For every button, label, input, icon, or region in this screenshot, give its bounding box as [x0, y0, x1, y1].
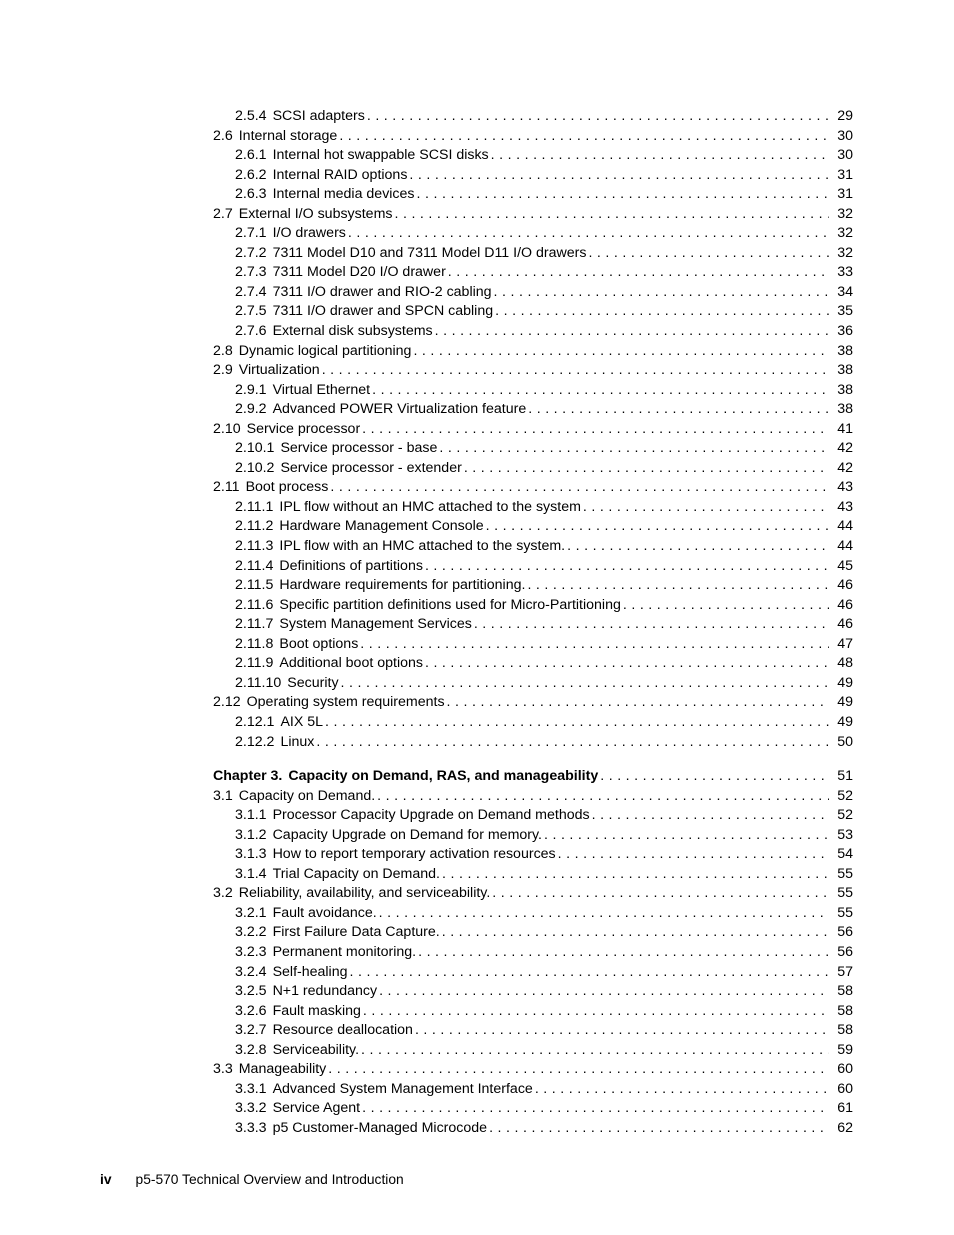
- dot-leader: [583, 498, 829, 518]
- toc-entry-number: 2.6.2: [235, 166, 267, 183]
- toc-entry-page: 55: [837, 865, 853, 882]
- toc-entry-page: 36: [837, 323, 853, 340]
- toc-entry-title: Service Agent: [272, 1100, 361, 1117]
- toc-entry-title: Internal storage: [238, 127, 338, 144]
- toc-entry[interactable]: [213, 635, 853, 655]
- toc-entry-number: 2.11.4: [235, 557, 274, 574]
- dot-leader: [415, 1021, 829, 1041]
- toc-entry-page: 42: [837, 459, 853, 476]
- toc-entry-title: Boot options: [279, 635, 359, 652]
- toc-entry[interactable]: [213, 982, 853, 1002]
- toc-entry-number: 3.1.4: [235, 865, 267, 882]
- toc-entry-page: 32: [837, 244, 853, 261]
- dot-leader: [425, 654, 829, 674]
- dot-leader: [360, 635, 829, 655]
- toc-entry-number: 3.2.7: [235, 1022, 267, 1039]
- toc-entry-page: 38: [837, 401, 853, 418]
- toc-entry[interactable]: [213, 1060, 853, 1080]
- toc-entry-number: 2.10: [213, 420, 241, 437]
- toc-entry[interactable]: [213, 693, 853, 713]
- toc-entry[interactable]: [213, 322, 853, 342]
- toc-entry-title: IPL flow with an HMC attached to the system.: [279, 538, 566, 555]
- toc-entry[interactable]: [213, 166, 853, 186]
- toc-entry-number: 2.11.1: [235, 498, 274, 515]
- toc-entry-title: SCSI adapters: [272, 108, 365, 124]
- toc-entry[interactable]: [213, 733, 853, 753]
- toc-entry-page: 46: [837, 596, 853, 613]
- toc-entry-title: Specific partition definitions used for Micro-Partitioning: [279, 596, 621, 613]
- toc-entry-title: Service processor - base: [280, 440, 438, 457]
- dot-leader: [417, 185, 829, 205]
- toc-entry-number: 3.2.5: [235, 983, 267, 1000]
- toc-entry-page: 49: [837, 694, 853, 711]
- dot-leader: [377, 787, 829, 807]
- dot-leader: [362, 420, 829, 440]
- toc-entry-number: 3.3: [213, 1061, 233, 1078]
- toc-entry-title: 7311 I/O drawer and SPCN cabling: [272, 303, 494, 320]
- toc-entry-page: 45: [837, 557, 853, 574]
- toc-entry-page: 41: [837, 420, 853, 437]
- toc-entry-number: 2.12.1: [235, 713, 275, 730]
- dot-leader: [350, 963, 830, 983]
- toc-entry[interactable]: [213, 923, 853, 943]
- toc-entry-title: Processor Capacity Upgrade on Demand methods: [272, 807, 590, 824]
- toc-entry-page: 55: [837, 885, 853, 902]
- toc-entry-page: 51: [837, 768, 853, 785]
- toc-entry[interactable]: [213, 787, 853, 807]
- dot-leader: [339, 127, 829, 147]
- toc-entry-number: 3.2: [213, 885, 233, 902]
- toc-entry[interactable]: [213, 224, 853, 244]
- toc-entry-number: 3.2.2: [235, 924, 267, 941]
- toc-entry[interactable]: [213, 1119, 853, 1139]
- toc-entry[interactable]: [213, 127, 853, 147]
- toc-entry[interactable]: [213, 361, 853, 381]
- toc-entry-page: 31: [837, 186, 853, 203]
- dot-leader: [379, 904, 829, 924]
- dot-leader: [544, 826, 829, 846]
- dot-leader: [492, 884, 829, 904]
- dot-leader: [567, 537, 829, 557]
- toc-entry-title: 7311 Model D20 I/O drawer: [272, 264, 446, 281]
- toc-entry[interactable]: [213, 596, 853, 616]
- toc-entry-number: 3.1: [213, 787, 233, 804]
- toc-entry-page: 53: [837, 826, 853, 843]
- dot-leader: [489, 1119, 829, 1139]
- toc-entry-title: Service processor: [246, 420, 361, 437]
- toc-entry-number: 3.2.3: [235, 943, 267, 960]
- dot-leader: [413, 342, 829, 362]
- toc-entry-number: 3.2.1: [235, 904, 267, 921]
- toc-entry-number: 2.12.2: [235, 733, 275, 750]
- dot-leader: [474, 615, 829, 635]
- toc-entry[interactable]: [213, 478, 853, 498]
- toc-entry-number: 2.11.10: [235, 674, 282, 691]
- toc-entry[interactable]: [213, 943, 853, 963]
- toc-entry-title: 7311 Model D10 and 7311 Model D11 I/O drawers: [272, 244, 587, 261]
- toc-entry-page: 31: [837, 166, 853, 183]
- toc-entry-title: Self-healing: [272, 963, 348, 980]
- toc-entry-page: 47: [837, 635, 853, 652]
- toc-entry-page: 54: [837, 846, 853, 863]
- toc-entry-page: 43: [837, 498, 853, 515]
- toc-entry-title: Internal RAID options: [272, 166, 408, 183]
- toc-entry-number: 2.9.2: [235, 401, 267, 418]
- toc-entry-number: 2.7: [213, 205, 233, 222]
- toc-entry-title: External disk subsystems: [272, 323, 433, 340]
- toc-entry-page: 29: [837, 108, 853, 124]
- toc-entry-number: Chapter 3.: [213, 768, 283, 785]
- toc-entry-title: p5 Customer-Managed Microcode: [272, 1119, 488, 1136]
- toc-entry[interactable]: [213, 1021, 853, 1041]
- toc-entry-number: 2.7.2: [235, 244, 267, 261]
- toc-entry-page: 44: [837, 538, 853, 555]
- toc-entry-page: 38: [837, 381, 853, 398]
- toc-entry-title: Capacity on Demand.: [238, 787, 376, 804]
- toc-entry-title: Additional boot options: [279, 655, 423, 672]
- dot-leader: [528, 400, 829, 420]
- dot-leader: [363, 1002, 829, 1022]
- toc-entry[interactable]: [213, 845, 853, 865]
- dot-leader: [330, 478, 829, 498]
- toc-entry-title: Internal media devices: [272, 186, 415, 203]
- toc-entry-title: Serviceability.: [272, 1041, 360, 1058]
- toc-entry-page: 60: [837, 1061, 853, 1078]
- dot-leader: [558, 845, 829, 865]
- dot-leader: [367, 107, 829, 127]
- dot-leader: [495, 302, 829, 322]
- toc-entry-number: 3.3.3: [235, 1119, 267, 1136]
- dot-leader: [588, 244, 829, 264]
- toc-entry-page: 61: [837, 1100, 853, 1117]
- toc-entry-page: 33: [837, 264, 853, 281]
- toc-entry-title: IPL flow without an HMC attached to the system: [279, 498, 581, 515]
- dot-leader: [435, 322, 829, 342]
- toc-entry-title: Trial Capacity on Demand.: [272, 865, 440, 882]
- toc-entry-title: Virtualization: [238, 362, 320, 379]
- dot-leader: [328, 1060, 829, 1080]
- toc-entry-number: 2.7.3: [235, 264, 267, 281]
- toc-entry-number: 2.6.3: [235, 186, 267, 203]
- dot-leader: [372, 381, 829, 401]
- footer-page-number: iv: [100, 1172, 112, 1187]
- dot-leader: [425, 557, 829, 577]
- toc-entry-page: 30: [837, 147, 853, 164]
- toc-entry-number: 2.11.9: [235, 655, 274, 672]
- toc-entry-page: 49: [837, 713, 853, 730]
- page-footer: [100, 1172, 404, 1187]
- toc-entry-title: Fault avoidance.: [272, 904, 377, 921]
- toc-entry-page: 38: [837, 342, 853, 359]
- toc-entry[interactable]: [213, 439, 853, 459]
- table-of-contents: [213, 107, 853, 1138]
- toc-entry-title: Virtual Ethernet: [272, 381, 371, 398]
- toc-entry[interactable]: [213, 713, 853, 733]
- toc-entry-page: 44: [837, 518, 853, 535]
- dot-leader: [592, 806, 829, 826]
- toc-entry[interactable]: [213, 342, 853, 362]
- toc-entry-page: 57: [837, 963, 853, 980]
- toc-entry-page: 58: [837, 1002, 853, 1019]
- toc-entry-title: N+1 redundancy: [272, 983, 378, 1000]
- toc-entry-number: 2.10.1: [235, 440, 275, 457]
- toc-entry-page: 52: [837, 807, 853, 824]
- toc-entry-title: First Failure Data Capture.: [272, 924, 440, 941]
- toc-entry[interactable]: [213, 615, 853, 635]
- toc-entry[interactable]: [213, 576, 853, 596]
- toc-entry[interactable]: [213, 904, 853, 924]
- toc-entry-page: 55: [837, 904, 853, 921]
- dot-leader: [486, 517, 829, 537]
- dot-leader: [409, 166, 829, 186]
- toc-entry-title: Permanent monitoring.: [272, 943, 417, 960]
- toc-entry-number: 2.7.4: [235, 283, 267, 300]
- toc-entry-number: 2.11.6: [235, 596, 274, 613]
- toc-entry-page: 38: [837, 362, 853, 379]
- toc-entry-number: 2.6: [213, 127, 233, 144]
- dot-leader: [418, 943, 829, 963]
- toc-entry[interactable]: [213, 146, 853, 166]
- toc-entry-title: Service processor - extender: [280, 459, 462, 476]
- toc-entry-page: 62: [837, 1119, 853, 1136]
- toc-entry[interactable]: [213, 963, 853, 983]
- dot-leader: [448, 263, 829, 283]
- toc-entry-number: 2.7.5: [235, 303, 267, 320]
- toc-entry-number: 2.8: [213, 342, 233, 359]
- toc-entry[interactable]: [213, 826, 853, 846]
- toc-entry-page: 49: [837, 674, 853, 691]
- toc-entry[interactable]: [213, 806, 853, 826]
- toc-entry[interactable]: [213, 381, 853, 401]
- toc-entry-title: Linux: [280, 733, 315, 750]
- toc-entry-page: 50: [837, 733, 853, 750]
- toc-entry-number: 2.9: [213, 362, 233, 379]
- toc-entry-title: Definitions of partitions: [279, 557, 423, 574]
- dot-leader: [491, 146, 829, 166]
- toc-entry[interactable]: [213, 1099, 853, 1119]
- toc-entry-number: 2.11.7: [235, 616, 274, 633]
- toc-entry-page: 48: [837, 655, 853, 672]
- toc-entry-page: 60: [837, 1080, 853, 1097]
- toc-entry-title: Resource deallocation: [272, 1022, 413, 1039]
- toc-entry[interactable]: [213, 498, 853, 518]
- toc-entry-number: 2.6.1: [235, 147, 267, 164]
- toc-entry-number: 2.9.1: [235, 381, 267, 398]
- toc-entry-page: 46: [837, 616, 853, 633]
- dot-leader: [494, 283, 829, 303]
- toc-entry-title: 7311 I/O drawer and RIO-2 cabling: [272, 283, 492, 300]
- toc-entry-title: Advanced POWER Virtualization feature: [272, 401, 527, 418]
- toc-entry-page: 56: [837, 943, 853, 960]
- toc-entry[interactable]: [213, 537, 853, 557]
- toc-entry-number: 2.10.2: [235, 459, 275, 476]
- dot-leader: [394, 205, 829, 225]
- toc-entry[interactable]: [213, 557, 853, 577]
- toc-entry-title: Hardware Management Console: [279, 518, 484, 535]
- toc-entry-number: 2.11.5: [235, 577, 274, 594]
- toc-entry-page: 43: [837, 479, 853, 496]
- toc-entry-title: External I/O subsystems: [238, 205, 393, 222]
- toc-entry-page: 34: [837, 283, 853, 300]
- footer-book-title: p5-570 Technical Overview and Introduction: [135, 1172, 404, 1187]
- toc-entry[interactable]: [213, 517, 853, 537]
- toc-entry[interactable]: [213, 884, 853, 904]
- toc-entry-number: 2.11.8: [235, 635, 274, 652]
- toc-entry-page: 30: [837, 127, 853, 144]
- toc-entry[interactable]: [213, 420, 853, 440]
- dot-leader: [439, 439, 829, 459]
- toc-entry-page: 32: [837, 225, 853, 242]
- toc-entry[interactable]: [213, 263, 853, 283]
- toc-entry-title: Reliability, availability, and serviceability.: [238, 885, 491, 902]
- toc-entry[interactable]: [213, 205, 853, 225]
- toc-entry-number: 3.2.8: [235, 1041, 267, 1058]
- toc-entry-number: 3.3.2: [235, 1100, 267, 1117]
- toc-entry-page: 46: [837, 577, 853, 594]
- toc-entry-number: 2.12: [213, 694, 241, 711]
- toc-entry-page: 35: [837, 303, 853, 320]
- toc-entry-title: Dynamic logical partitioning: [238, 342, 412, 359]
- toc-entry-title: Boot process: [245, 479, 329, 496]
- dot-leader: [322, 361, 829, 381]
- toc-entry-number: 3.1.2: [235, 826, 267, 843]
- toc-entry-title: Security: [287, 674, 339, 691]
- toc-entry-page: 59: [837, 1041, 853, 1058]
- toc-chapter-entry[interactable]: [213, 767, 853, 787]
- toc-entry-page: 58: [837, 1022, 853, 1039]
- toc-entry[interactable]: [213, 1002, 853, 1022]
- dot-leader: [535, 1080, 829, 1100]
- dot-leader: [464, 459, 829, 479]
- toc-entry[interactable]: [213, 185, 853, 205]
- toc-entry-page: 42: [837, 440, 853, 457]
- dot-leader: [348, 224, 829, 244]
- toc-entry[interactable]: [213, 674, 853, 694]
- dot-leader: [362, 1099, 829, 1119]
- toc-entry[interactable]: [213, 283, 853, 303]
- toc-entry-title: I/O drawers: [272, 225, 346, 242]
- toc-entry-number: 2.11: [213, 479, 240, 496]
- dot-leader: [325, 713, 829, 733]
- toc-entry-page: 56: [837, 924, 853, 941]
- toc-entry-number: 3.2.4: [235, 963, 267, 980]
- toc-entry-page: 32: [837, 205, 853, 222]
- toc-entry-title: System Management Services: [279, 616, 472, 633]
- dot-leader: [623, 596, 829, 616]
- dot-leader: [442, 865, 829, 885]
- toc-entry-number: 3.1.1: [235, 807, 267, 824]
- toc-entry-title: Capacity Upgrade on Demand for memory.: [272, 826, 542, 843]
- toc-entry[interactable]: [213, 654, 853, 674]
- toc-entry-number: 2.11.2: [235, 518, 274, 535]
- toc-entry-title: Hardware requirements for partitioning.: [279, 577, 526, 594]
- toc-entry-title: Manageability: [238, 1061, 327, 1078]
- toc-entry-number: 2.5.4: [235, 108, 267, 124]
- toc-entry[interactable]: [213, 865, 853, 885]
- toc-entry[interactable]: [213, 1080, 853, 1100]
- toc-entry-page: 58: [837, 983, 853, 1000]
- dot-leader: [442, 923, 829, 943]
- toc-entry[interactable]: [213, 302, 853, 322]
- toc-entry-title: How to report temporary activation resources: [272, 846, 556, 863]
- toc-entry-number: 3.1.3: [235, 846, 267, 863]
- toc-entry[interactable]: [213, 107, 853, 127]
- dot-leader: [361, 1041, 829, 1061]
- toc-entry-title: Internal hot swappable SCSI disks: [272, 147, 489, 164]
- toc-entry[interactable]: [213, 244, 853, 264]
- toc-entry-page: 52: [837, 787, 853, 804]
- dot-leader: [341, 674, 829, 694]
- toc-entry-title: AIX 5L: [280, 713, 324, 730]
- dot-leader: [600, 767, 829, 787]
- dot-leader: [527, 576, 829, 596]
- toc-entry-number: 3.2.6: [235, 1002, 267, 1019]
- dot-leader: [379, 982, 829, 1002]
- toc-entry-number: 3.3.1: [235, 1080, 267, 1097]
- toc-entry-title: Operating system requirements: [246, 694, 445, 711]
- dot-leader: [447, 693, 829, 713]
- toc-entry-title: Capacity on Demand, RAS, and manageability: [288, 768, 599, 785]
- toc-entry-title: Advanced System Management Interface: [272, 1080, 533, 1097]
- toc-entry-title: Fault masking: [272, 1002, 361, 1019]
- toc-entry-number: 2.7.1: [235, 225, 267, 242]
- toc-entry-number: 2.7.6: [235, 323, 267, 340]
- toc-entry[interactable]: [213, 400, 853, 420]
- toc-entry[interactable]: [213, 459, 853, 479]
- toc-entry-number: 2.11.3: [235, 538, 274, 555]
- dot-leader: [316, 733, 829, 753]
- toc-entry[interactable]: [213, 1041, 853, 1061]
